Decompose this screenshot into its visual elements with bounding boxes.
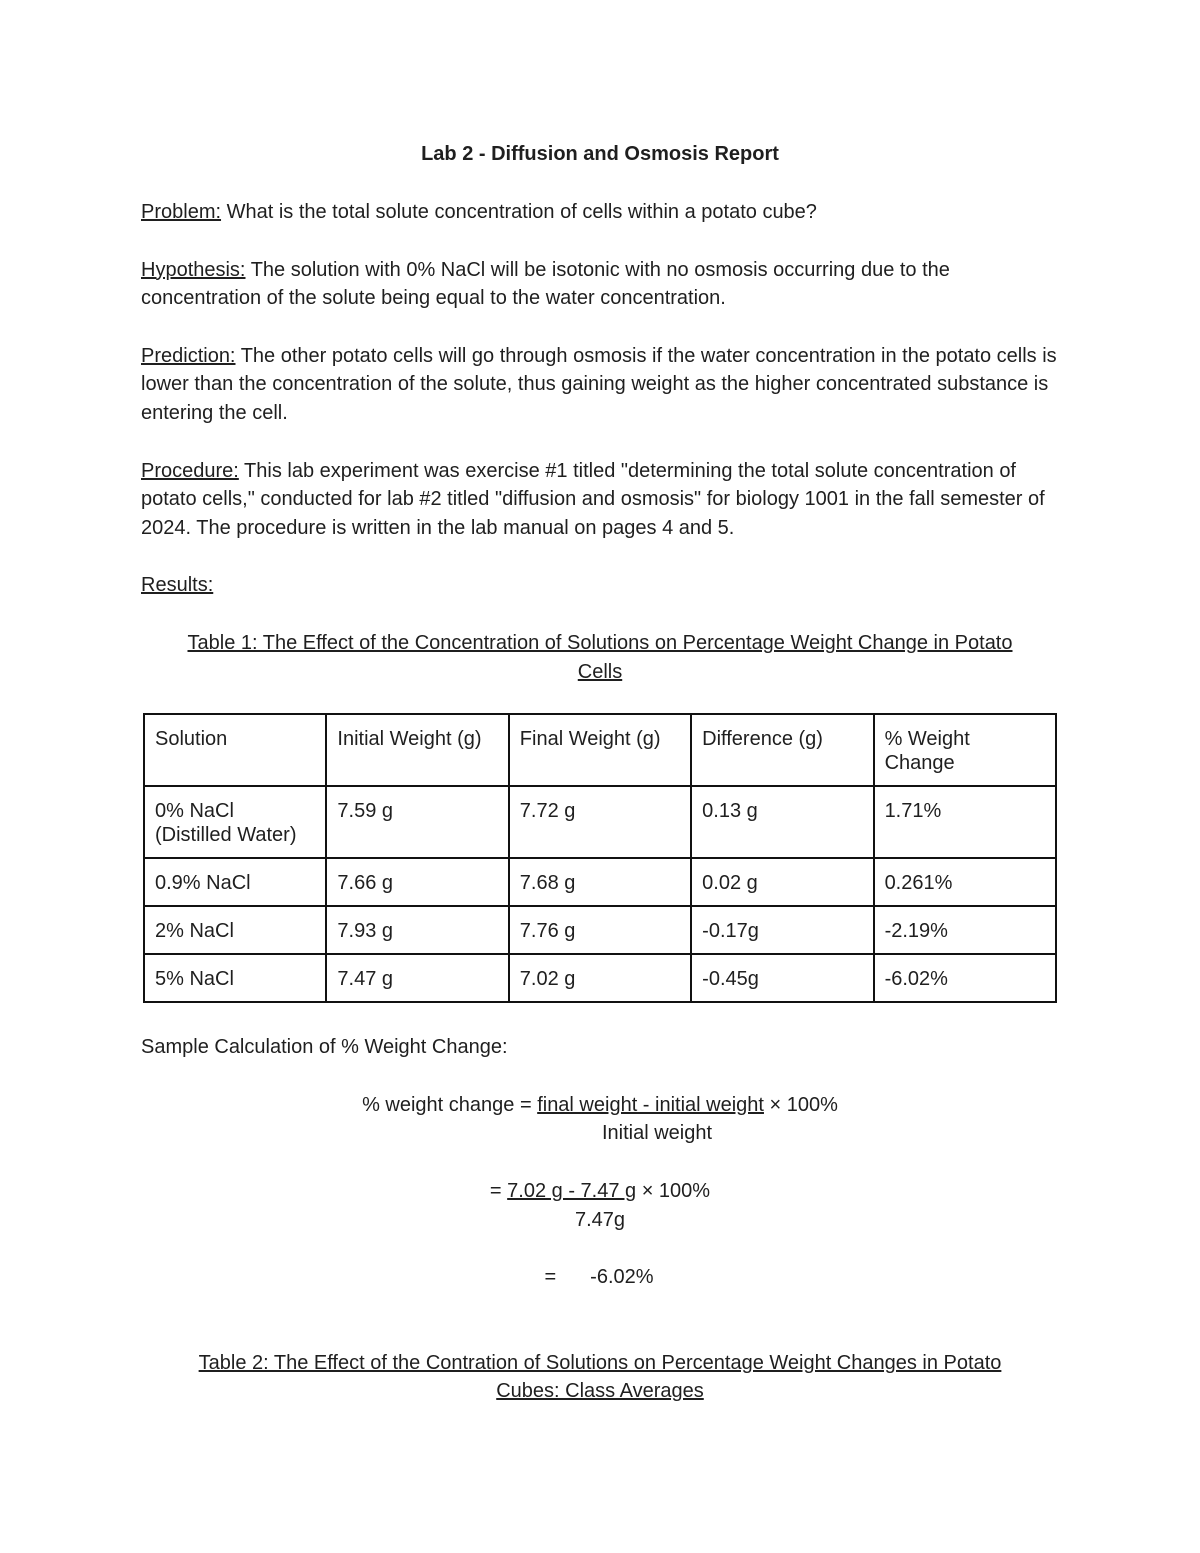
table2-caption <box>141 1349 1059 1406</box>
table-header-cell: Solution <box>144 714 326 786</box>
table-cell: 0.13 g <box>691 786 873 858</box>
document-page <box>141 140 1059 1433</box>
table-header-cell: % Weight Change <box>874 714 1056 786</box>
table-header-cell: Difference (g) <box>691 714 873 786</box>
calc-formula-prefix: % weight change = <box>362 1093 538 1116</box>
table-cell: 0.9% NaCl <box>144 858 326 906</box>
problem-label: Problem: <box>141 201 222 223</box>
calc-formula-suffix: × 100% <box>763 1093 838 1116</box>
table-cell: 7.72 g <box>509 786 691 858</box>
table-cell: 7.47 g <box>326 954 508 1002</box>
hypothesis-paragraph <box>141 256 1059 313</box>
table-cell: 0.261% <box>874 858 1056 906</box>
table-cell: 0.02 g <box>691 858 873 906</box>
table-header-cell: Final Weight (g) <box>509 714 691 786</box>
table-cell: 2% NaCl <box>144 906 326 954</box>
hypothesis-label: Hypothesis: <box>141 258 246 281</box>
table-header-cell: Initial Weight (g) <box>326 714 508 786</box>
prediction-paragraph <box>141 342 1059 428</box>
sample-calc-heading: Sample Calculation of % Weight Change: <box>141 1036 508 1059</box>
table1-caption-line2: Cells <box>577 660 623 683</box>
procedure-paragraph <box>141 457 1059 543</box>
table-row <box>144 786 1056 858</box>
calc-sub-prefix: = <box>489 1179 508 1202</box>
calc-formula <box>141 1091 1059 1148</box>
table2-caption-line1: Table 2: The Effect of the Contration of Solutions on Percentage Weight Changes in Potato <box>198 1351 1002 1374</box>
table-cell: 7.93 g <box>326 906 508 954</box>
table-cell: -6.02% <box>874 954 1056 1002</box>
problem-text: What is the total solute concentration of cells within a potato cube? <box>221 201 817 223</box>
table-cell: 1.71% <box>874 786 1056 858</box>
procedure-label: Procedure: <box>141 459 239 482</box>
table-cell: -2.19% <box>874 906 1056 954</box>
calc-substitution <box>141 1177 1059 1234</box>
calc-formula-denominator: Initial weight <box>601 1122 713 1145</box>
prediction-text: The other potato cells will go through osmosis if the water concentration in the potato cells is lower than the concentration of the solute, thus gaining weight as the higher concentrated substance is entering the cell. <box>141 344 1057 424</box>
table-cell: 7.02 g <box>509 954 691 1002</box>
calc-result-equals: = <box>544 1266 557 1289</box>
calc-sub-suffix: × 100% <box>636 1179 711 1202</box>
calc-sub-denominator: 7.47g <box>574 1208 626 1231</box>
report-title: Lab 2 - Diffusion and Osmosis Report <box>421 143 779 165</box>
table2-caption-line2: Cubes: Class Averages <box>496 1380 704 1403</box>
calc-formula-numerator: final weight - initial weight <box>537 1093 764 1116</box>
table-cell: -0.45g <box>691 954 873 1002</box>
table-cell: 7.66 g <box>326 858 508 906</box>
table-cell: -0.17g <box>691 906 873 954</box>
table-cell: 5% NaCl <box>144 954 326 1002</box>
table-cell: 7.76 g <box>509 906 691 954</box>
prediction-label: Prediction: <box>141 344 236 367</box>
table-row <box>144 906 1056 954</box>
results-table <box>143 713 1057 1003</box>
table-cell: 0% NaCl (Distilled Water) <box>144 786 326 858</box>
hypothesis-text: The solution with 0% NaCl will be isotonic with no osmosis occurring due to the concentration of the solute being equal to the water concentration. <box>141 258 950 310</box>
results-paragraph <box>141 571 1059 600</box>
table-cell: 7.59 g <box>326 786 508 858</box>
table-header-row <box>144 714 1056 786</box>
results-label: Results: <box>141 574 214 597</box>
problem-paragraph <box>141 198 1059 227</box>
calc-result-value: -6.02% <box>590 1266 654 1289</box>
calc-sub-numerator: 7.02 g - 7.47 g <box>507 1179 637 1202</box>
calc-result <box>141 1263 1059 1292</box>
table-row <box>144 954 1056 1002</box>
table1-caption-line1: Table 1: The Effect of the Concentration of Solutions on Percentage Weight Change in Potato <box>187 631 1013 654</box>
table1-caption <box>141 629 1059 686</box>
procedure-text: This lab experiment was exercise #1 titled "determining the total solute concentration of potato cells," conducted for lab #2 titled "diffusion and osmosis" for biology 1001 in the fall semester of 2024. The procedure is written in the lab manual on pages 4 and 5. <box>141 459 1045 539</box>
table-cell: 7.68 g <box>509 858 691 906</box>
table-row <box>144 858 1056 906</box>
